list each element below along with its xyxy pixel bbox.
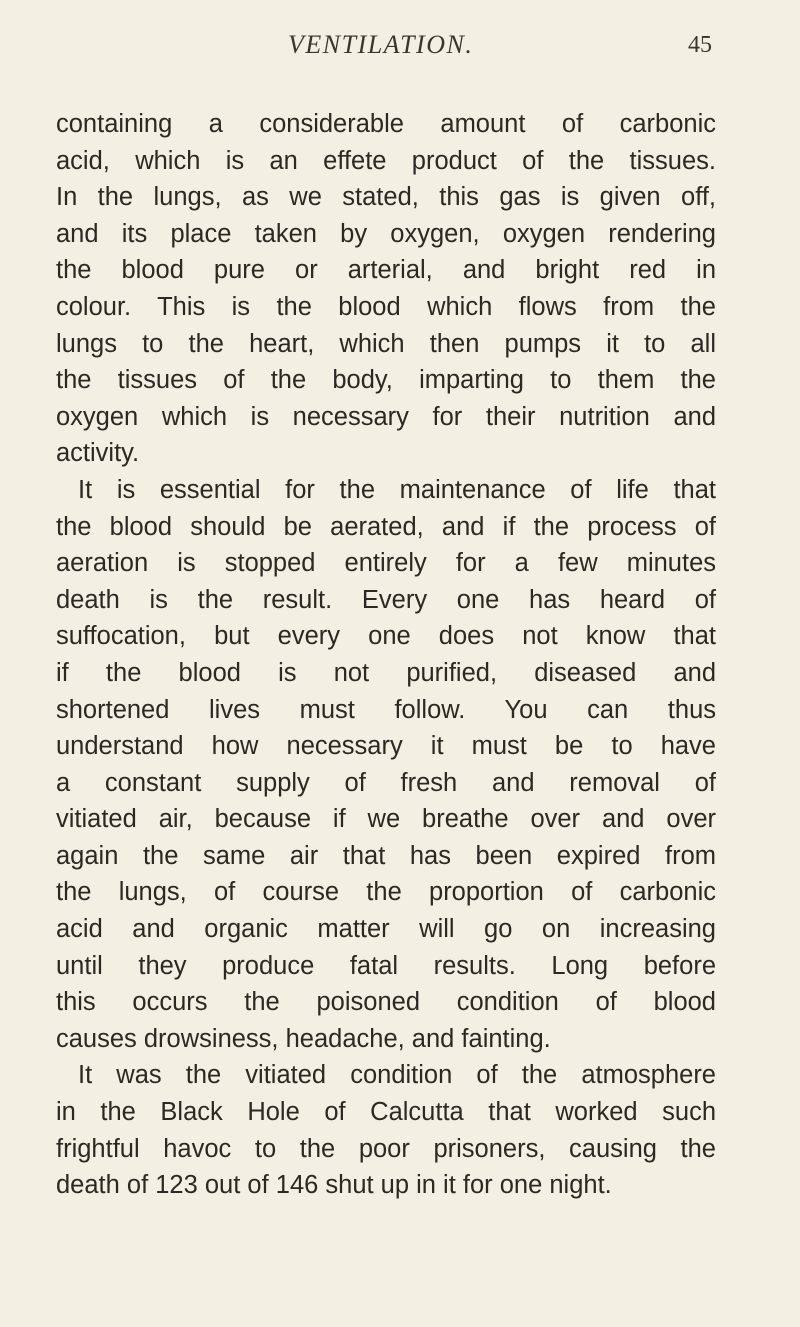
text-line: the blood pure or arterial, and bright red in xyxy=(56,256,716,285)
text-line: suffocation, but every one does not know that xyxy=(56,622,716,651)
text-line: a constant supply of fresh and removal of xyxy=(56,768,716,797)
text-line: activity. xyxy=(56,439,140,468)
text-line: this occurs the poisoned condition of blood xyxy=(56,988,716,1017)
text-line: colour. This is the blood which flows from the xyxy=(56,292,716,321)
running-title: VENTILATION. xyxy=(288,30,474,59)
text-line: It is essential for the maintenance of life that xyxy=(78,475,716,504)
text-line: until they produce fatal results. Long before xyxy=(56,951,716,980)
text-line: acid and organic matter will go on increasing xyxy=(56,915,716,944)
text-line: lungs to the heart, which then pumps it to all xyxy=(56,329,716,358)
text-line: death is the result. Every one has heard of xyxy=(56,585,716,614)
running-header xyxy=(0,30,800,70)
text-line: the blood should be aerated, and if the process of xyxy=(56,512,716,541)
text-line: and its place taken by oxygen, oxygen rendering xyxy=(56,219,716,248)
text-line: the tissues of the body, imparting to them the xyxy=(56,366,716,395)
text-line: if the blood is not purified, diseased and xyxy=(56,658,716,687)
text-line: containing a considerable amount of carbonic xyxy=(56,110,716,138)
text-line: shortened lives must follow. You can thus xyxy=(56,695,716,724)
page-number: 45 xyxy=(688,32,712,58)
text-line: In the lungs, as we stated, this gas is given off, xyxy=(56,183,716,212)
text-line: It was the vitiated condition of the atmosphere xyxy=(78,1061,716,1090)
text-line: acid, which is an effete product of the tissues. xyxy=(56,146,716,175)
text-line: frightful havoc to the poor prisoners, causing the xyxy=(56,1134,716,1163)
text-line: causes drowsiness, headache, and fainting. xyxy=(56,1024,551,1053)
text-line: vitiated air, because if we breathe over and over xyxy=(56,805,716,834)
text-line: death of 123 out of 146 shut up in it for one night. xyxy=(56,1171,612,1200)
text-line: understand how necessary it must be to have xyxy=(56,732,716,761)
body-text xyxy=(56,106,716,1204)
text-line: again the same air that has been expired from xyxy=(56,841,716,870)
text-line: in the Black Hole of Calcutta that worked such xyxy=(56,1098,716,1127)
text-line: the lungs, of course the proportion of carbonic xyxy=(56,878,716,907)
text-line: aeration is stopped entirely for a few minutes xyxy=(56,549,716,578)
text-line: oxygen which is necessary for their nutrition and xyxy=(56,402,716,431)
